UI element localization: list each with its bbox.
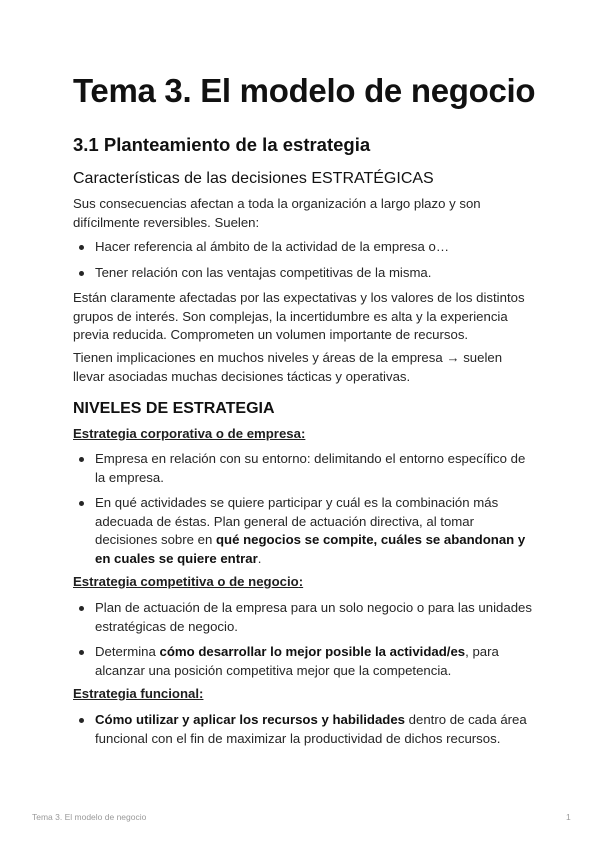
corporate-bullet-list bbox=[73, 450, 535, 568]
bullet-icon bbox=[79, 606, 84, 611]
footer-title: Tema 3. El modelo de negocio bbox=[32, 812, 147, 822]
list-item: Tener relación con las ventajas competitivas de la misma. bbox=[73, 264, 535, 283]
page-number: 1 bbox=[566, 812, 571, 822]
list-item: Hacer referencia al ámbito de la actividad de la empresa o… bbox=[73, 238, 535, 257]
subsection-heading: Características de las decisiones ESTRATÉGICAS bbox=[73, 170, 434, 187]
paragraph-expectations: Están claramente afectadas por las expectativas y los valores de los distintos grupos de interés. Son complejas, la incertidumbre es alta y la experiencia previa reducida. Comprometen un volumen importante de recursos. bbox=[73, 290, 525, 342]
paragraph-implications: Tienen implicaciones en muchos niveles y áreas de la empresa → suelen llevar asociadas muchas decisiones tácticas y operativas. bbox=[73, 350, 503, 384]
list-item: Empresa en relación con su entorno: delimitando el entorno específico de la empresa. bbox=[73, 450, 535, 487]
list-item: En qué actividades se quiere participar y cuál es la combinación más adecuada de éstas. Plan general de actuación directiva, al tomar decisiones sobre en qué negocios se compite, cuáles se abandonan y en cuales se quiere entrar. bbox=[73, 494, 535, 568]
competitive-bullet-list bbox=[73, 599, 535, 680]
functional-strategy-heading: Estrategia funcional: bbox=[73, 686, 204, 701]
list-item: Determina cómo desarrollar lo mejor posible la actividad/es, para alcanzar una posición competitiva mejor que la competencia. bbox=[73, 643, 535, 680]
intro-paragraph: Sus consecuencias afectan a toda la organización a largo plazo y son difícilmente reversibles. Suelen: bbox=[73, 196, 481, 230]
intro-bullet-list bbox=[73, 238, 535, 282]
bullet-icon bbox=[79, 650, 84, 655]
list-item: Cómo utilizar y aplicar los recursos y habilidades dentro de cada área funcional con el fin de maximizar la productividad de dichos recursos. bbox=[73, 711, 535, 748]
functional-bullet-list bbox=[73, 711, 535, 748]
bullet-icon bbox=[79, 718, 84, 723]
bullet-icon bbox=[79, 245, 84, 250]
bullet-icon bbox=[79, 457, 84, 462]
page-title: Tema 3. El modelo de negocio bbox=[73, 72, 536, 109]
bullet-icon bbox=[79, 501, 84, 506]
competitive-strategy-heading: Estrategia competitiva o de negocio: bbox=[73, 574, 304, 589]
bullet-icon bbox=[79, 271, 84, 276]
corporate-strategy-heading: Estrategia corporativa o de empresa: bbox=[73, 426, 306, 441]
levels-heading: NIVELES DE ESTRATEGIA bbox=[73, 400, 275, 417]
list-item: Plan de actuación de la empresa para un solo negocio o para las unidades estratégicas de negocio. bbox=[73, 599, 535, 636]
section-heading: 3.1 Planteamiento de la estrategia bbox=[73, 134, 371, 155]
